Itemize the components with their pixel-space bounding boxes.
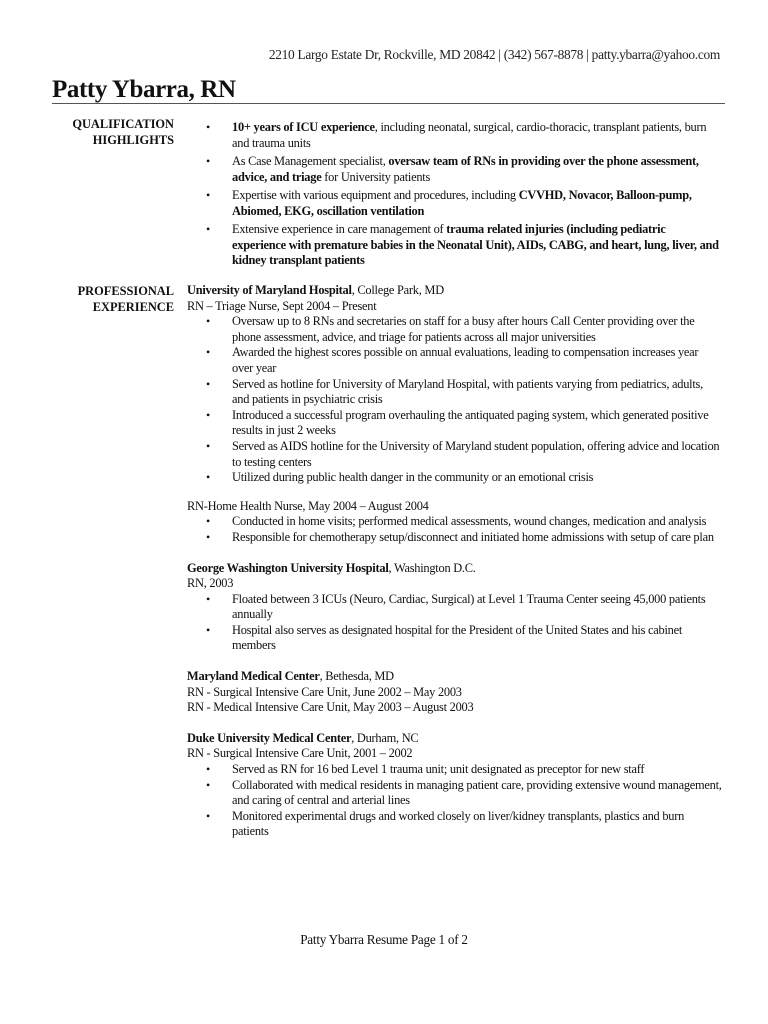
- qualification-heading: [40, 116, 174, 148]
- experience-section: [187, 283, 722, 840]
- employer-header: [187, 561, 722, 577]
- role-bullet: • Responsible for chemotherapy setup/disconnect and initiated home admissions with setup of care plan: [187, 530, 722, 546]
- employer-block: [187, 669, 722, 716]
- text: for University patients: [321, 169, 431, 184]
- role-bullet: • Served as AIDS hotline for the University of Maryland student population, offering advice and location to testing centers: [187, 439, 722, 470]
- heading-line: HIGHLIGHTS: [92, 133, 174, 147]
- employer-location: , Durham, NC: [351, 730, 419, 745]
- role-bullets: [187, 314, 722, 486]
- text: Expertise with various equipment and procedures, including: [232, 188, 519, 202]
- bold-text: CVVHD, Novacor, Balloon-pump, Abiomed, EKG, oscillation ventilation: [232, 188, 692, 218]
- spacer: [187, 716, 722, 731]
- employer-header: [187, 731, 722, 747]
- role-bullet: • Floated between 3 ICUs (Neuro, Cardiac, Surgical) at Level 1 Trauma Center seeing 45,000 patients annually: [187, 592, 722, 623]
- employer-header: [187, 283, 722, 299]
- employer-name: Maryland Medical Center: [187, 669, 320, 684]
- employer-name: George Washington University Hospital: [187, 560, 389, 575]
- qualification-bullet: [187, 188, 722, 219]
- role-bullet: • Collaborated with medical residents in managing patient care, providing extensive wound management, and caring of central and arterial lines: [187, 778, 722, 809]
- candidate-name: Patty Ybarra, RN: [52, 76, 236, 103]
- role-bullets: [187, 762, 722, 840]
- employer-block: [187, 283, 722, 546]
- experience-heading: [40, 283, 174, 315]
- bold-text: oversaw team of RNs in providing over the phone assessment, advice, and triage: [232, 154, 699, 184]
- role-bullet: • Utilized during public health danger in the community or an emotional crisis: [187, 470, 722, 486]
- employer-location: , College Park, MD: [351, 283, 444, 297]
- qualification-list-wrap: [187, 120, 722, 272]
- role-bullets: [187, 514, 722, 545]
- role-title: RN – Triage Nurse, Sept 2004 – Present: [187, 298, 377, 313]
- text: , including neonatal, surgical, cardio-thoracic, transplant patients, burn and trauma units: [232, 120, 707, 150]
- role-bullet: • Monitored experimental drugs and worked closely on liver/kidney transplants, plastics and burn patients: [187, 809, 722, 840]
- role-bullets: [187, 592, 722, 654]
- spacer: [187, 654, 722, 669]
- employer-location: , Washington D.C.: [388, 560, 476, 575]
- heading-line: QUALIFICATION: [72, 117, 174, 131]
- text: Extensive experience in care management of: [232, 222, 447, 236]
- role-bullet: • Oversaw up to 8 RNs and secretaries on staff for a busy after hours Call Center providing over the phone assessment, advice, and triage for patients across all major universities: [187, 314, 722, 345]
- qualification-list: [187, 120, 722, 269]
- role-bullet: • Introduced a successful program overhauling the antiquated paging system, which generated positive results in just 2 weeks: [187, 408, 722, 439]
- employer-location: , Bethesda, MD: [319, 669, 394, 684]
- heading-line: EXPERIENCE: [92, 300, 174, 314]
- qualification-bullet: [187, 154, 722, 185]
- employer-block: [187, 731, 722, 840]
- bold-text: 10+ years of ICU experience: [232, 120, 375, 134]
- bold-text: trauma related injuries (including pediatric experience with premature babies in the Neonatal Unit), AIDs, CABG, and heart, lung, liver, and kidney transplant patients: [232, 222, 719, 267]
- role-bullet: • Hospital also serves as designated hospital for the President of the United States and his cabinet members: [187, 623, 722, 654]
- employer-name: University of Maryland Hospital: [187, 283, 352, 297]
- role-title: RN - Surgical Intensive Care Unit, 2001 – 2002: [187, 746, 413, 761]
- role-title: RN - Medical Intensive Care Unit, May 2003 – August 2003: [187, 700, 474, 715]
- employer-header: [187, 669, 722, 685]
- qualification-bullet: [187, 120, 722, 151]
- role-title: RN, 2003: [187, 576, 234, 591]
- role-bullet: • Served as RN for 16 bed Level 1 trauma unit; unit designated as preceptor for new staff: [187, 762, 722, 778]
- role-bullet: • Conducted in home visits; performed medical assessments, wound changes, medication and analysis: [187, 514, 722, 530]
- page-footer: Patty Ybarra Resume Page 1 of 2: [300, 932, 468, 947]
- text: As Case Management specialist,: [232, 154, 389, 168]
- employer-block: [187, 561, 722, 655]
- employer-name: Duke University Medical Center: [187, 730, 352, 745]
- heading-line: PROFESSIONAL: [77, 284, 174, 298]
- role-title: RN-Home Health Nurse, May 2004 – August 2004: [187, 498, 429, 513]
- spacer: [187, 546, 722, 561]
- role-title: RN - Surgical Intensive Care Unit, June 2002 – May 2003: [187, 684, 462, 699]
- contact-info: 2210 Largo Estate Dr, Rockville, MD 20842 | (342) 567-8878 | patty.ybarra@yahoo.com: [268, 47, 720, 62]
- role-bullet: • Awarded the highest scores possible on annual evaluations, leading to compensation increases year over year: [187, 345, 722, 376]
- role-bullet: • Served as hotline for University of Maryland Hospital, with patients varying from pediatrics, adults, and patients in psychiatric crisis: [187, 377, 722, 408]
- spacer: [187, 486, 722, 499]
- qualification-bullet: [187, 222, 722, 269]
- header-divider: [52, 103, 725, 104]
